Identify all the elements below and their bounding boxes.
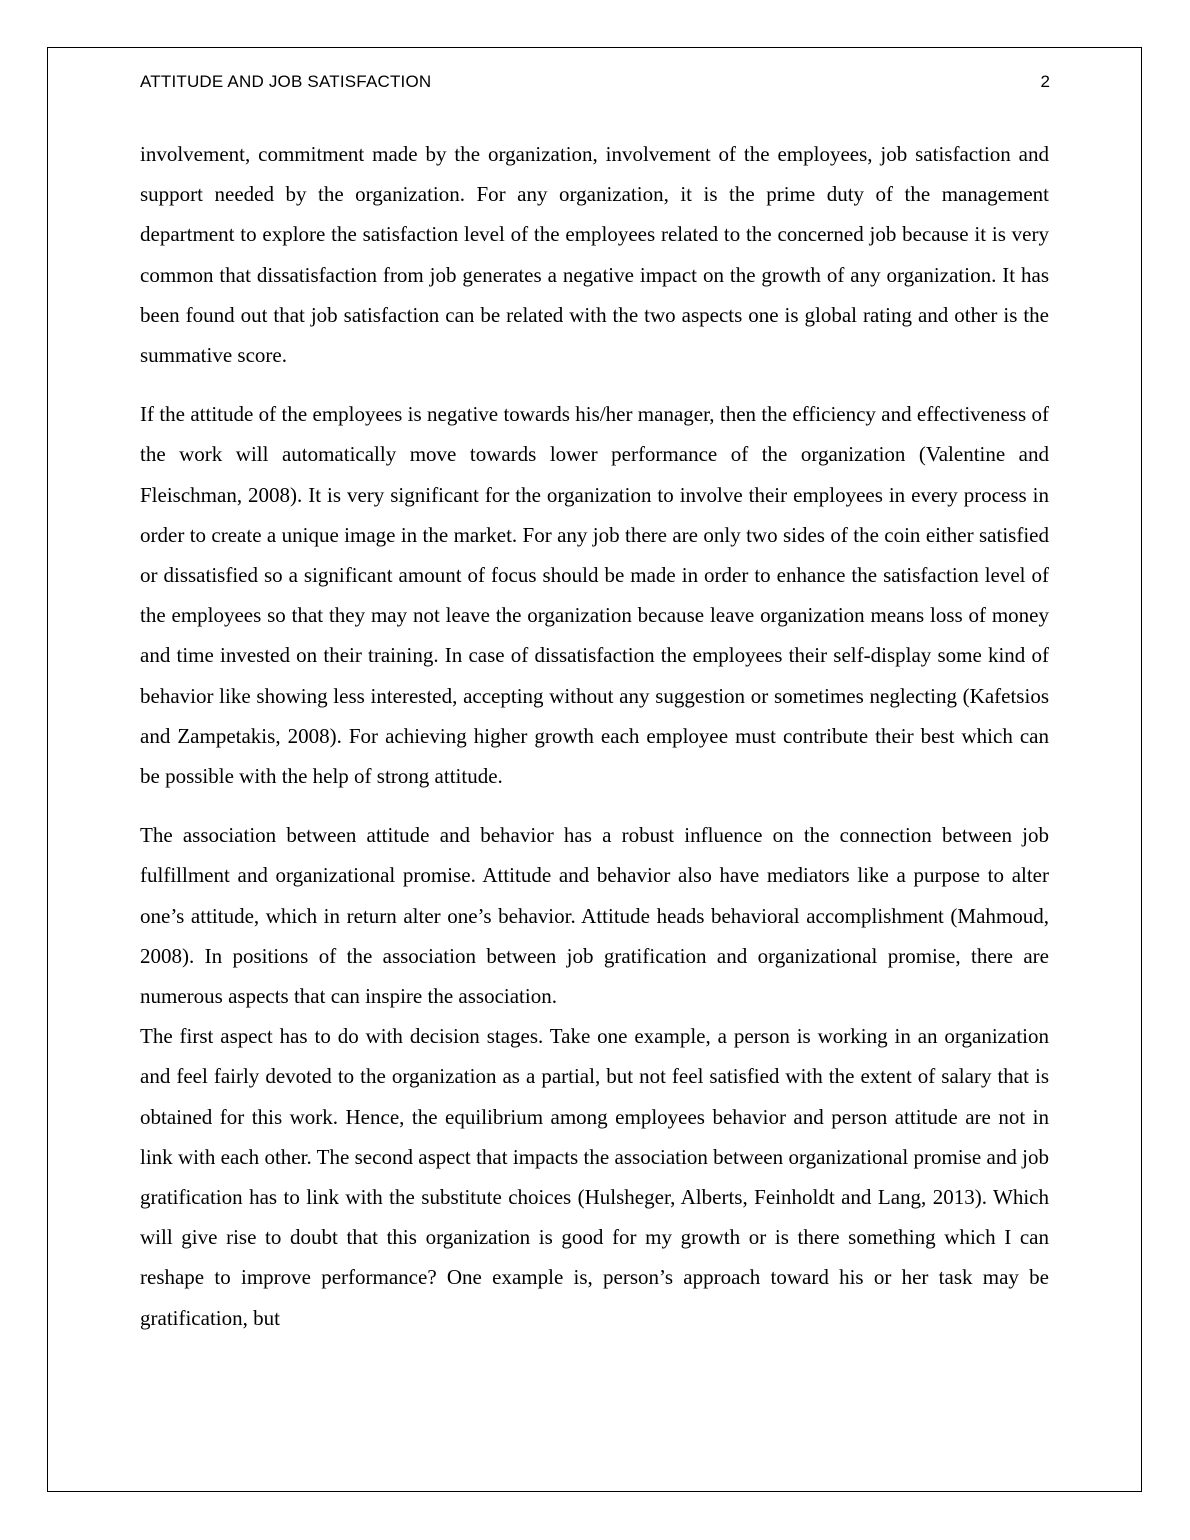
paragraph-2: If the attitude of the employees is negative towards his/her manager, then the efficiency and effectiveness of the work will automatically move towards lower performance of the organization (Valentine and Fleischman, 2008). It is very significant for the organization to involve their employees in every process in order to create a unique image in the market. For any job there are only two sides of the coin either satisfied or dissatisfied so a significant amount of focus should be made in order to enhance the satisfaction level of the employees so that they may not leave the organization because leave organization means loss of money and time invested on their training. In case of dissatisfaction the employees their self-display some kind of behavior like showing less interested, accepting without any suggestion or sometimes neglecting (Kafetsios and Zampetakis, 2008). For achieving higher growth each employee must contribute their best which can be possible with the help of strong attitude. [140, 402, 1049, 789]
paragraph-4: The first aspect has to do with decision stages. Take one example, a person is working in an organization and feel fairly devoted to the organization as a partial, but not feel satisfied with the extent of salary that is obtained for this work. Hence, the equilibrium among employees behavior and person attitude are not in link with each other. The second aspect that impacts the association between organizational promise and job gratification has to link with the substitute choices (Hulsheger, Alberts, Feinholdt and Lang, 2013). Which will give rise to doubt that this organization is good for my growth or is there something which I can reshape to improve performance? One example is, person’s approach toward his or her task may be gratification, but [140, 1024, 1049, 1330]
document-body [140, 134, 1049, 1338]
running-head-title: ATTITUDE AND JOB SATISFACTION [140, 72, 432, 91]
page-header [140, 72, 1050, 96]
paragraph-3: The association between attitude and behavior has a robust influence on the connection between job fulfillment and organizational promise. Attitude and behavior also have mediators like a purpose to alter one’s attitude, which in return alter one’s behavior. Attitude heads behavioral accomplishment (Mahmoud, 2008). In positions of the association between job gratification and organizational promise, there are numerous aspects that can inspire the association. [140, 823, 1049, 1009]
page-number: 2 [1040, 72, 1050, 91]
paragraph-1: involvement, commitment made by the organization, involvement of the employees, job satisfaction and support needed by the organization. For any organization, it is the prime duty of the management department to explore the satisfaction level of the employees related to the concerned job because it is very common that dissatisfaction from job generates a negative impact on the growth of any organization. It has been found out that job satisfaction can be related with the two aspects one is global rating and other is the summative score. [140, 142, 1049, 368]
